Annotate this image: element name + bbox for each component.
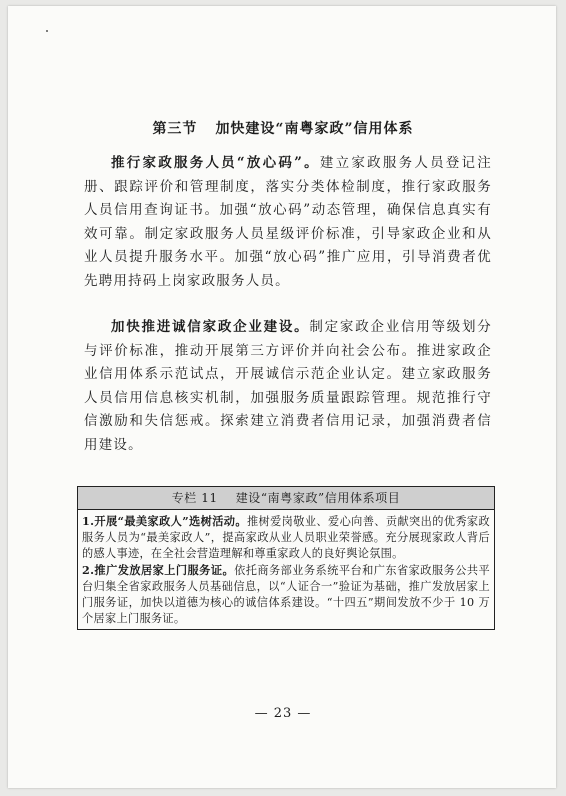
paragraph-1	[84, 152, 492, 293]
column-box-header	[78, 487, 494, 510]
column-box-title: 建设“南粤家政”信用体系项目	[235, 491, 401, 505]
paragraph-1-text: 建立家政服务人员登记注册、跟踪评价和管理制度，落实分类体检制度，推行家政服务人员信用查询证书。加强“放心码”动态管理，确保信息真实有效可靠。制定家政服务人员星级评价标准，引导家政企业和从业人员提升服务水平。加强“放心码”推广应用，引导消费者优先聘用持码上岗家政服务人员。	[84, 155, 492, 289]
column-item-2-lead: 2.推广发放居家上门服务证。	[82, 563, 235, 577]
column-box-label: 专栏 11	[171, 491, 218, 505]
paragraph-2	[84, 316, 492, 457]
scan-speck	[46, 30, 48, 32]
column-item-1	[82, 513, 490, 562]
column-item-1-text: 推树爱岗敬业、爱心向善、贡献突出的优秀家政服务人员为“最美家政人”，提高家政从业人员职业荣誉感。充分展现家政人背后的感人事迹，在全社会营造理解和尊重家政人的良好舆论氛围。	[82, 515, 490, 560]
page-number: — 23 —	[254, 706, 312, 721]
section-heading	[0, 118, 566, 138]
paragraph-2-text: 制定家政企业信用等级划分与评价标准，推动开展第三方评价并向社会公布。推进家政企业信用体系示范试点，开展诚信示范企业认定。建立家政服务人员信用信息核实机制，加强服务质量跟踪管理。规范推行守信激励和失信惩戒。探索建立消费者信用记录，加强消费者信用建设。	[84, 319, 492, 453]
column-box-body	[78, 510, 494, 627]
paragraph-1-lead: 推行家政服务人员“放心码”。	[111, 155, 320, 171]
column-item-2	[82, 562, 490, 627]
column-item-1-lead: 1.开展“最美家政人”选树活动。	[82, 514, 247, 528]
section-number: 第三节	[152, 121, 198, 137]
section-title: 加快建设“南粤家政”信用体系	[215, 121, 414, 137]
column-item-2-text: 依托商务部业务系统平台和广东省家政服务公共平台归集全省家政服务人员基础信息，以“人证合一”验证为基础，推广发放居家上门服务证，加快以道德为核心的诚信体系建设。“十四五”期间发放不少于 10 万个居家上门服务证。	[82, 564, 490, 625]
paragraph-2-lead: 加快推进诚信家政企业建设。	[111, 319, 310, 335]
column-box	[77, 486, 495, 630]
